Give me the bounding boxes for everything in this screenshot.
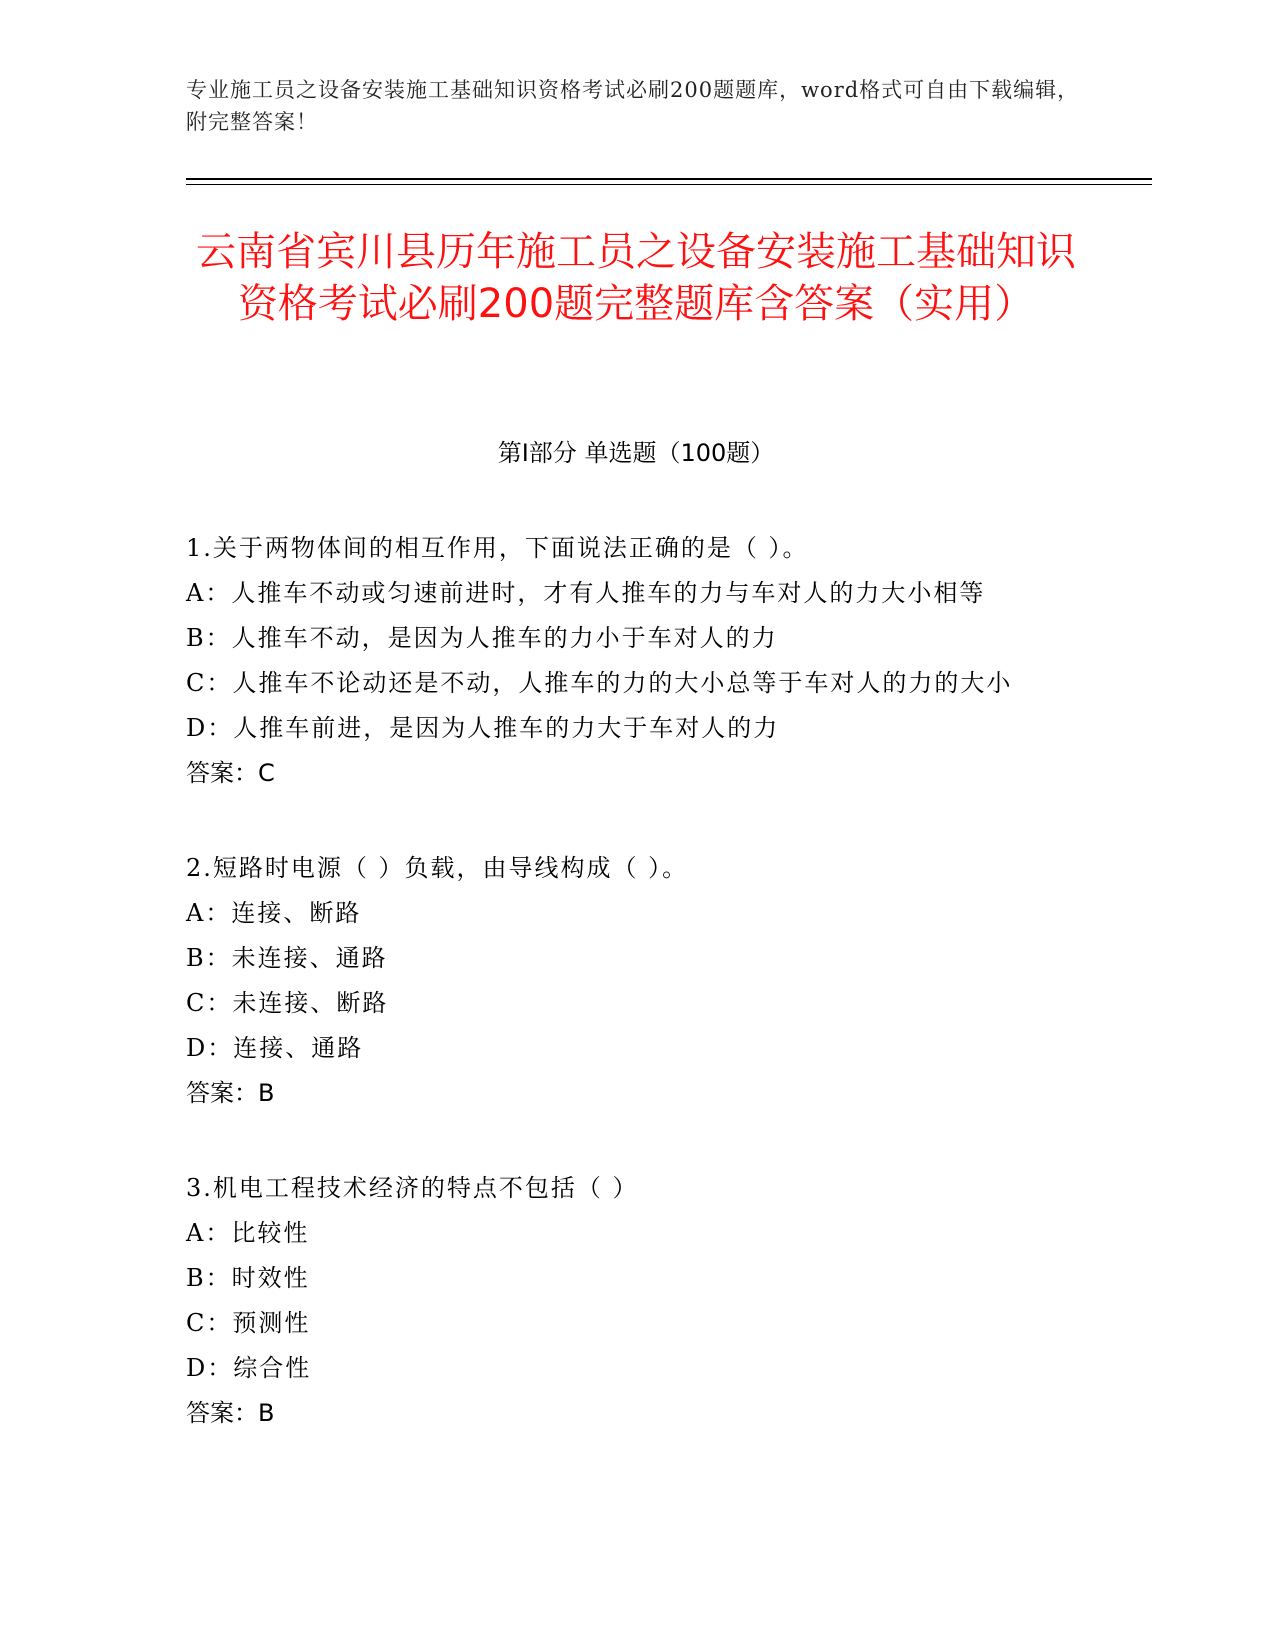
answer: 答案：B [186,1399,275,1427]
option-b: B：时效性 [186,1264,310,1292]
option-a: A：比较性 [186,1219,310,1247]
header-rule-thin [186,184,1152,185]
question-1 [186,526,1086,796]
question-list [186,526,1086,1486]
header-rule-thick [186,178,1152,180]
answer: 答案：C [186,759,275,787]
question-2 [186,846,1086,1116]
option-d: D：连接、通路 [186,1034,364,1062]
option-a: A：连接、断路 [186,899,362,927]
option-d: D：人推车前进，是因为人推车的力大于车对人的力 [186,714,780,742]
option-c: C：预测性 [186,1309,311,1337]
header-note: 专业施工员之设备安装施工基础知识资格考试必刷200题题库，word格式可自由下载编辑，附完整答案！ [186,78,1080,134]
option-d: D：综合性 [186,1354,312,1382]
question-3 [186,1166,1086,1436]
option-c: C：人推车不论动还是不动，人推车的力的大小总等于车对人的力的大小 [186,669,1013,697]
question-stem: 2.短路时电源（ ）负载，由导线构成（ ）。 [186,854,689,882]
option-b: B：人推车不动，是因为人推车的力小于车对人的力 [186,624,778,652]
document-title: 云南省宾川县历年施工员之设备安装施工基础知识资格考试必刷200题完整题库含答案（实用） [196,229,1076,327]
answer: 答案：B [186,1079,275,1107]
option-b: B：未连接、通路 [186,944,388,972]
option-a: A：人推车不动或匀速前进时，才有人推车的力与车对人的力大小相等 [186,579,986,607]
option-c: C：未连接、断路 [186,989,389,1017]
section-heading: 第Ⅰ部分 单选题（100题） [497,439,775,467]
question-stem: 3.机电工程技术经济的特点不包括（ ） [186,1174,639,1202]
question-stem: 1.关于两物体间的相互作用，下面说法正确的是（ ）。 [186,534,809,562]
